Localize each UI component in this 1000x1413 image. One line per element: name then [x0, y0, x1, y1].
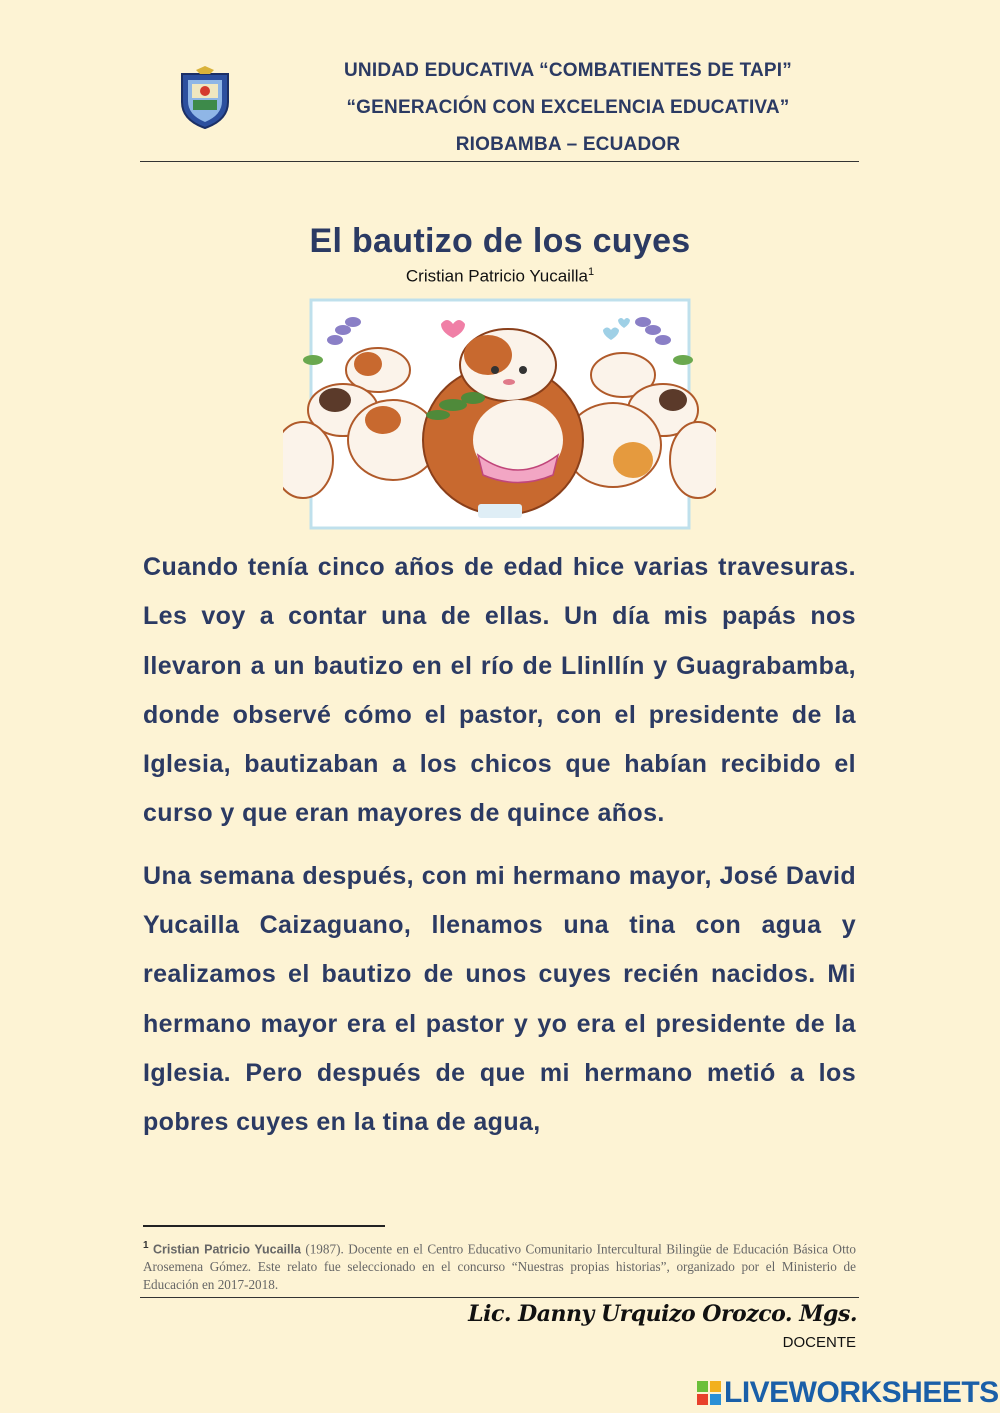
author-footnote-ref: 1: [587, 266, 595, 278]
story-title: El bautizo de los cuyes: [309, 222, 691, 260]
teacher-signature: Lic. Danny Urquizo Orozco. Mgs.: [468, 1301, 857, 1327]
footer-divider: [140, 1297, 859, 1298]
footnote-text: (1987). Docente en el Centro Educativo Comunitario Intercultural Bilingüe de Educación Básica Otto Arosemena Gómez. Este relato fue seleccionado en el concurso “Nuestras propias historias”, organizado por el Ministerio de Educación en 2017-2018.: [143, 1241, 857, 1293]
school-name: UNIDAD EDUCATIVA “COMBATIENTES DE TAPI”: [344, 60, 792, 81]
teacher-role: DOCENTE: [782, 1334, 856, 1351]
story-body: [143, 543, 856, 1161]
school-motto: “GENERACIÓN CON EXCELENCIA EDUCATIVA”: [346, 97, 790, 118]
footnote-author-name: Cristian Patricio Yucailla: [152, 1242, 301, 1257]
story-author: [0, 266, 1000, 287]
footnote-divider: [143, 1225, 385, 1227]
liveworksheets-logo-icon: [697, 1381, 721, 1405]
author-name: Cristian Patricio Yucailla: [405, 266, 588, 286]
story-paragraph-2: Una semana después, con mi hermano mayor, José David Yucailla Caizaguano, llenamos una tina con agua y realizamos el bautizo de unos cuyes recién nacidos. Mi hermano mayor era el pastor y yo era el presidente de la Iglesia. Pero después de que mi hermano metió a los pobres cuyes en la tina de agua,: [143, 861, 856, 1137]
story-paragraph-1: Cuando tenía cinco años de edad hice varias travesuras. Les voy a contar una de ellas. Un día mis papás nos llevaron a un bautizo en el río de Llinllín y Guagrabamba, donde observé cómo el pastor, con el presidente de la Iglesia, bautizaban a los chicos que habían recibido el curso y que eran mayores de quince años.: [143, 553, 856, 828]
school-location: RIOBAMBA – ECUADOR: [455, 134, 681, 155]
header-divider: [140, 161, 859, 162]
liveworksheets-watermark[interactable]: LIVEWORKSHEETS: [724, 1376, 999, 1409]
school-header: [290, 58, 846, 169]
guinea-pigs-illustration: [283, 290, 716, 530]
footnote: [143, 1237, 856, 1294]
school-crest-icon: [176, 66, 234, 130]
footnote-number: 1: [143, 1240, 149, 1251]
